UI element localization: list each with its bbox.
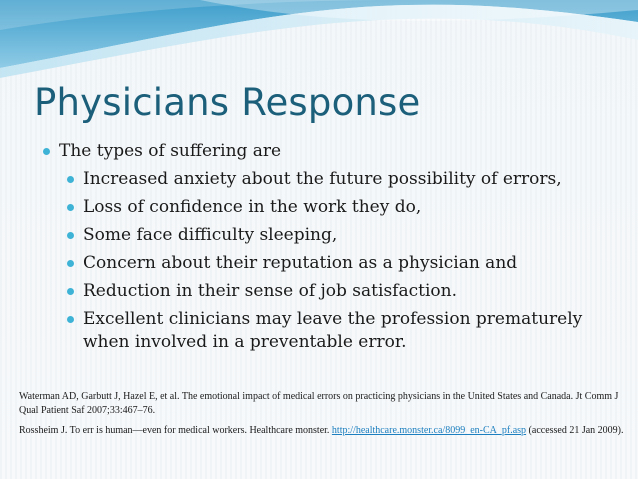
reference-item: Waterman AD, Garbutt J, Hazel E, et al. The emotional impact of medical errors on practicing physicians in the United States and Canada. Jt Comm J Qual Patient Saf 2007;33:467–76. bbox=[19, 391, 619, 416]
bullet-dot-icon bbox=[67, 288, 74, 295]
sub-bullet-text: Excellent clinicians may leave the profession prematurely when involved in a preventable error. bbox=[83, 309, 583, 352]
bullet-text: The types of suffering are bbox=[59, 141, 282, 161]
sub-bullet-text: Loss of confidence in the work they do, bbox=[83, 197, 422, 217]
sub-bullet-item bbox=[40, 196, 630, 219]
bullet-list bbox=[40, 140, 630, 359]
sub-bullet-text: Reduction in their sense of job satisfaction. bbox=[83, 281, 457, 301]
reference-text: (accessed 21 Jan 2009). bbox=[526, 425, 624, 436]
sub-bullet-item bbox=[40, 168, 630, 191]
reference-link[interactable]: http://healthcare.monster.ca/8099_en-CA_pf.asp bbox=[331, 425, 527, 436]
sub-bullet-text: Increased anxiety about the future possibility of errors, bbox=[83, 169, 562, 189]
bullet-dot-icon bbox=[67, 260, 74, 267]
sub-bullet-item bbox=[40, 308, 630, 354]
slide-title: Physicians Response bbox=[34, 81, 421, 124]
bullet-dot-icon bbox=[67, 316, 74, 323]
sub-bullet-item bbox=[40, 280, 630, 303]
bullet-dot-icon bbox=[67, 232, 74, 239]
sub-bullet-text: Some face difficulty sleeping, bbox=[83, 225, 338, 245]
bullet-dot-icon bbox=[67, 176, 74, 183]
sub-bullet-text: Concern about their reputation as a physician and bbox=[83, 253, 518, 273]
reference-text: Rossheim J. To err is human—even for medical workers. Healthcare monster. bbox=[19, 425, 332, 436]
sub-bullet-item bbox=[40, 252, 630, 275]
bullet-dot-icon bbox=[43, 148, 50, 155]
reference-item bbox=[19, 424, 624, 438]
wave-header-decoration bbox=[0, 0, 638, 80]
sub-bullet-item bbox=[40, 224, 630, 247]
bullet-dot-icon bbox=[67, 204, 74, 211]
references bbox=[19, 390, 624, 444]
bullet-item bbox=[40, 140, 630, 163]
